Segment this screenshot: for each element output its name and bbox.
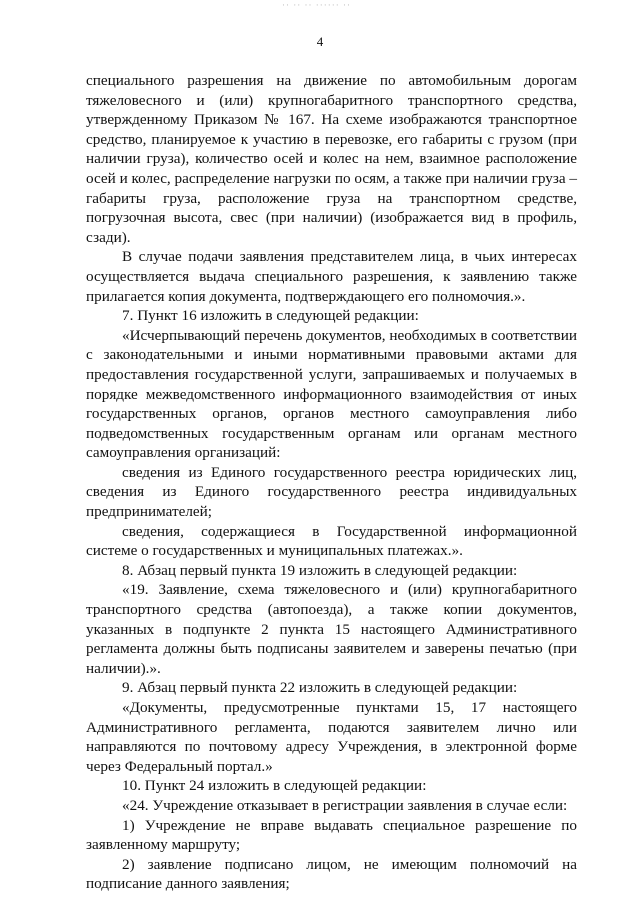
page-number: 4 [316, 34, 324, 49]
paragraph: сведения, содержащиеся в Государственной информационной системе о государственных и муниципальных платежах.». [86, 522, 577, 560]
paragraph: 9. Абзац первый пункта 22 изложить в следующей редакции: [122, 679, 518, 697]
paragraph: «19. Заявление, схема тяжеловесного и (или) крупногабаритного транспортного средства (автопоезда), а также копии документов, указанных в подпункте 2 пункта 15 настоящего Административного регламента должны быть подписаны заявителем и заверены печатью (при наличии).». [86, 581, 577, 677]
scan-artifact: ·· ·· ·· ······ ·· [282, 0, 351, 10]
paragraph: 2) заявление подписано лицом, не имеющим полномочий на подписание данного заявления; [86, 855, 577, 893]
paragraph: «Документы, предусмотренные пунктами 15, 17 настоящего Административного регламента, подаются заявителем лично или направляются по почтовому адресу Учреждения, в электронной форме через Федеральный портал.» [86, 699, 577, 775]
paragraph: 10. Пункт 24 изложить в следующей редакции: [122, 777, 427, 795]
paragraph: «24. Учреждение отказывает в регистрации заявления в случае если: [122, 796, 568, 814]
paragraph: 1) Учреждение не вправе выдавать специальное разрешение по заявленному маршруту; [86, 816, 577, 854]
paragraph: 7. Пункт 16 изложить в следующей редакции: [122, 307, 419, 325]
paragraph: «Исчерпывающий перечень документов, необходимых в соответствии с законодательными и иными нормативными правовыми актами для предоставления государственной услуги, запрашиваемых и получаемых в порядке межведомственного информационного взаимодействия от иных государственных органов, органов местного самоуправления либо подведомственных государственным органам или органам местного самоуправления организаций: [86, 326, 577, 462]
paragraph: 8. Абзац первый пункта 19 изложить в следующей редакции: [122, 561, 518, 579]
paragraph: В случае подачи заявления представителем лица, в чьих интересах осуществляется выдача специального разрешения, к заявлению также прилагается копия документа, подтверждающего его полномочия.». [86, 248, 577, 305]
document-body [86, 71, 577, 894]
paragraph: специального разрешения на движение по автомобильным дорогам тяжеловесного и (или) крупногабаритного транспортного средства, утвержденному Приказом № 167. На схеме изображаются транспортное средство, планируемое к участию в перевозке, его габариты с грузом (при наличии груза), количество осей и колес на нем, взаимное расположение осей и колес, распределение нагрузки по осям, а также при наличии груза – габариты груза, расположение груза на транспортном средстве, погрузочная высота, свес (при наличии) (изображается вид в профиль, сзади). [86, 72, 577, 246]
paragraph: сведения из Единого государственного реестра юридических лиц, сведения из Единого государственного реестра индивидуальных предпринимателей; [86, 463, 577, 521]
